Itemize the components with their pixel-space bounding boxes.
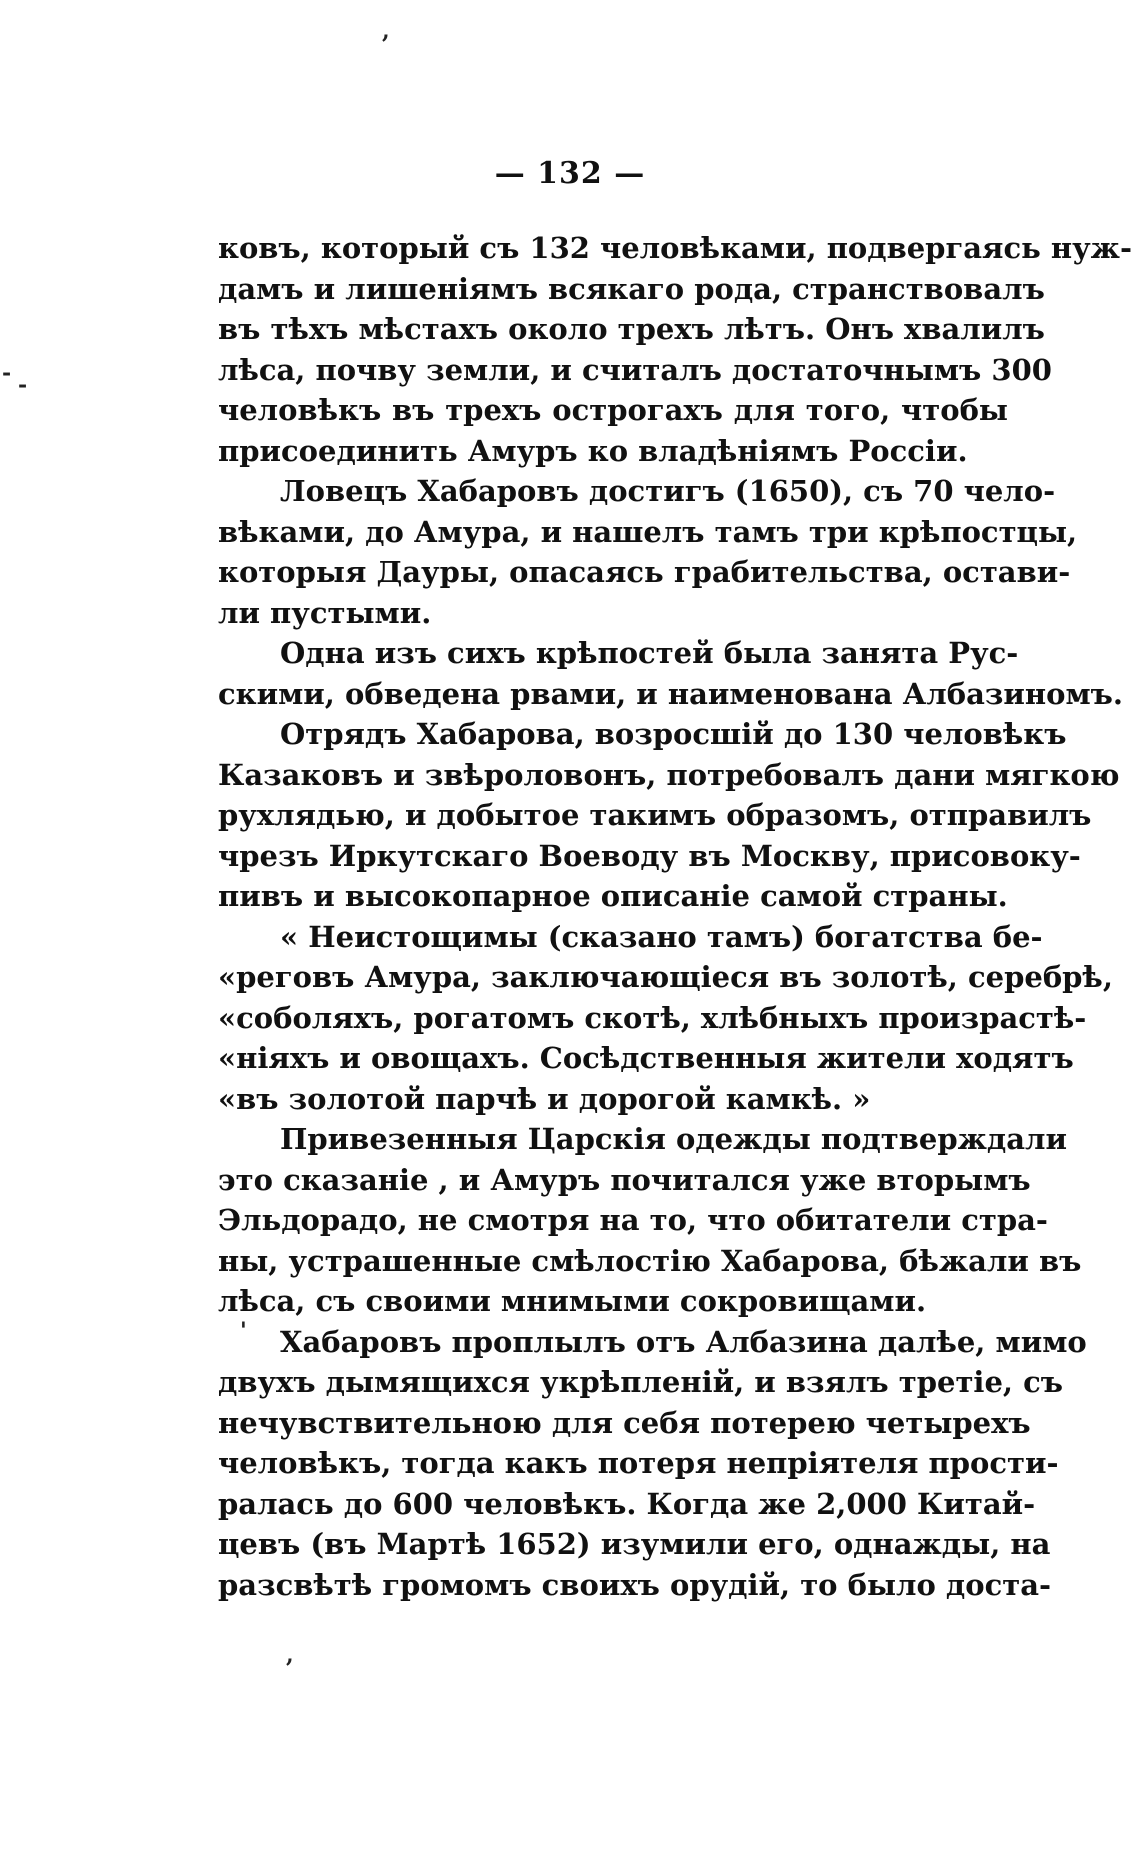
ink-speck-left-2: -	[18, 372, 28, 398]
text-line: лѣса, съ своими мнимыми сокровищами.	[218, 1284, 927, 1318]
text-line: пивъ и высокопарное описаніе самой страны.	[218, 879, 1008, 913]
text-line: Ловецъ Хабаровъ достигъ (1650), съ 70 чело-	[280, 474, 1056, 508]
text-line: чрезъ Иркутскаго Воеводу въ Москву, присовоку-	[218, 838, 1081, 873]
text-line: « Неистощимы (сказано тамъ) богатства бе-	[280, 919, 1043, 954]
text-line: человѣкъ въ трехъ острогахъ для того, чтобы	[218, 393, 1008, 427]
text-line: двухъ дымящихся укрѣпленій, и взялъ третіе, съ	[218, 1365, 1063, 1399]
text-line: «соболяхъ, рогатомъ скотѣ, хлѣбныхъ произрастѣ-	[218, 1000, 1087, 1035]
text-line: Привезенныя Царскія одежды подтверждали	[280, 1122, 1068, 1156]
text-line: которыя Дауры, опасаясь грабительства, остави-	[218, 555, 1071, 589]
text-line: ны, устрашенные смѣлостію Хабарова, бѣжали въ	[218, 1243, 1082, 1278]
text-line: присоединить Амуръ ко владѣніямъ Россіи.	[218, 433, 968, 468]
text-line: Хабаровъ проплылъ отъ Албазина далѣе, мимо	[280, 1324, 1087, 1359]
text-line: скими, обведена рвами, и наименована Албазиномъ.	[218, 676, 1124, 711]
text-line: Казаковъ и звѣроловонъ, потребовалъ дани мягкою	[218, 757, 1120, 792]
text-line: лѣса, почву земли, и считалъ достаточнымъ 300	[218, 352, 1052, 387]
ink-speck-bottom: ,	[286, 1642, 294, 1668]
ink-speck-margin: '	[240, 1318, 247, 1344]
ink-speck-left: -	[2, 360, 12, 386]
text-line: Одна изъ сихъ крѣпостей была занята Рус-	[280, 636, 1019, 670]
text-line: рухлядью, и добытое такимъ образомъ, отправилъ	[218, 798, 1092, 832]
page-number: — 132 —	[494, 156, 646, 191]
text-line: разсвѣтѣ громомъ своихъ орудій, то было доста-	[218, 1567, 1052, 1602]
text-line: вѣками, до Амура, и нашелъ тамъ три крѣпостцы,	[218, 514, 1078, 549]
text-line: «реговъ Амура, заключающіеся въ золотѣ, серебрѣ,	[218, 960, 1113, 994]
text-line: человѣкъ, тогда какъ потеря непріятеля прости-	[218, 1446, 1059, 1480]
text-line: это сказаніе , и Амуръ почитался уже вторымъ	[218, 1162, 1031, 1197]
text-line: «ніяхъ и овощахъ. Сосѣдственныя жители ходятъ	[218, 1041, 1074, 1075]
text-line: ковъ, который съ 132 человѣками, подвергаясь нуж-	[218, 231, 1132, 265]
text-line: дамъ и лишеніямъ всякаго рода, странствовалъ	[218, 271, 1045, 306]
text-line: Эльдорадо, не смотря на то, что обитатели стра-	[218, 1203, 1048, 1237]
text-line: «въ золотой парчѣ и дорогой камкѣ. »	[218, 1081, 871, 1116]
text-line: ралась до 600 человѣкъ. Когда же 2,000 Китай-	[218, 1486, 1036, 1521]
text-line: цевъ (въ Мартѣ 1652) изумили его, однажды, на	[218, 1527, 1051, 1561]
text-line: нечувствительною для себя потерею четырехъ	[218, 1405, 1031, 1440]
text-line: въ тѣхъ мѣстахъ около трехъ лѣтъ. Онъ хвалилъ	[218, 312, 1045, 346]
text-line: Отрядъ Хабарова, возросшій до 130 человѣкъ	[280, 717, 1067, 751]
text-line: ли пустыми.	[218, 595, 432, 630]
ink-speck-top: ,	[382, 18, 390, 44]
body-text	[218, 228, 1132, 1605]
